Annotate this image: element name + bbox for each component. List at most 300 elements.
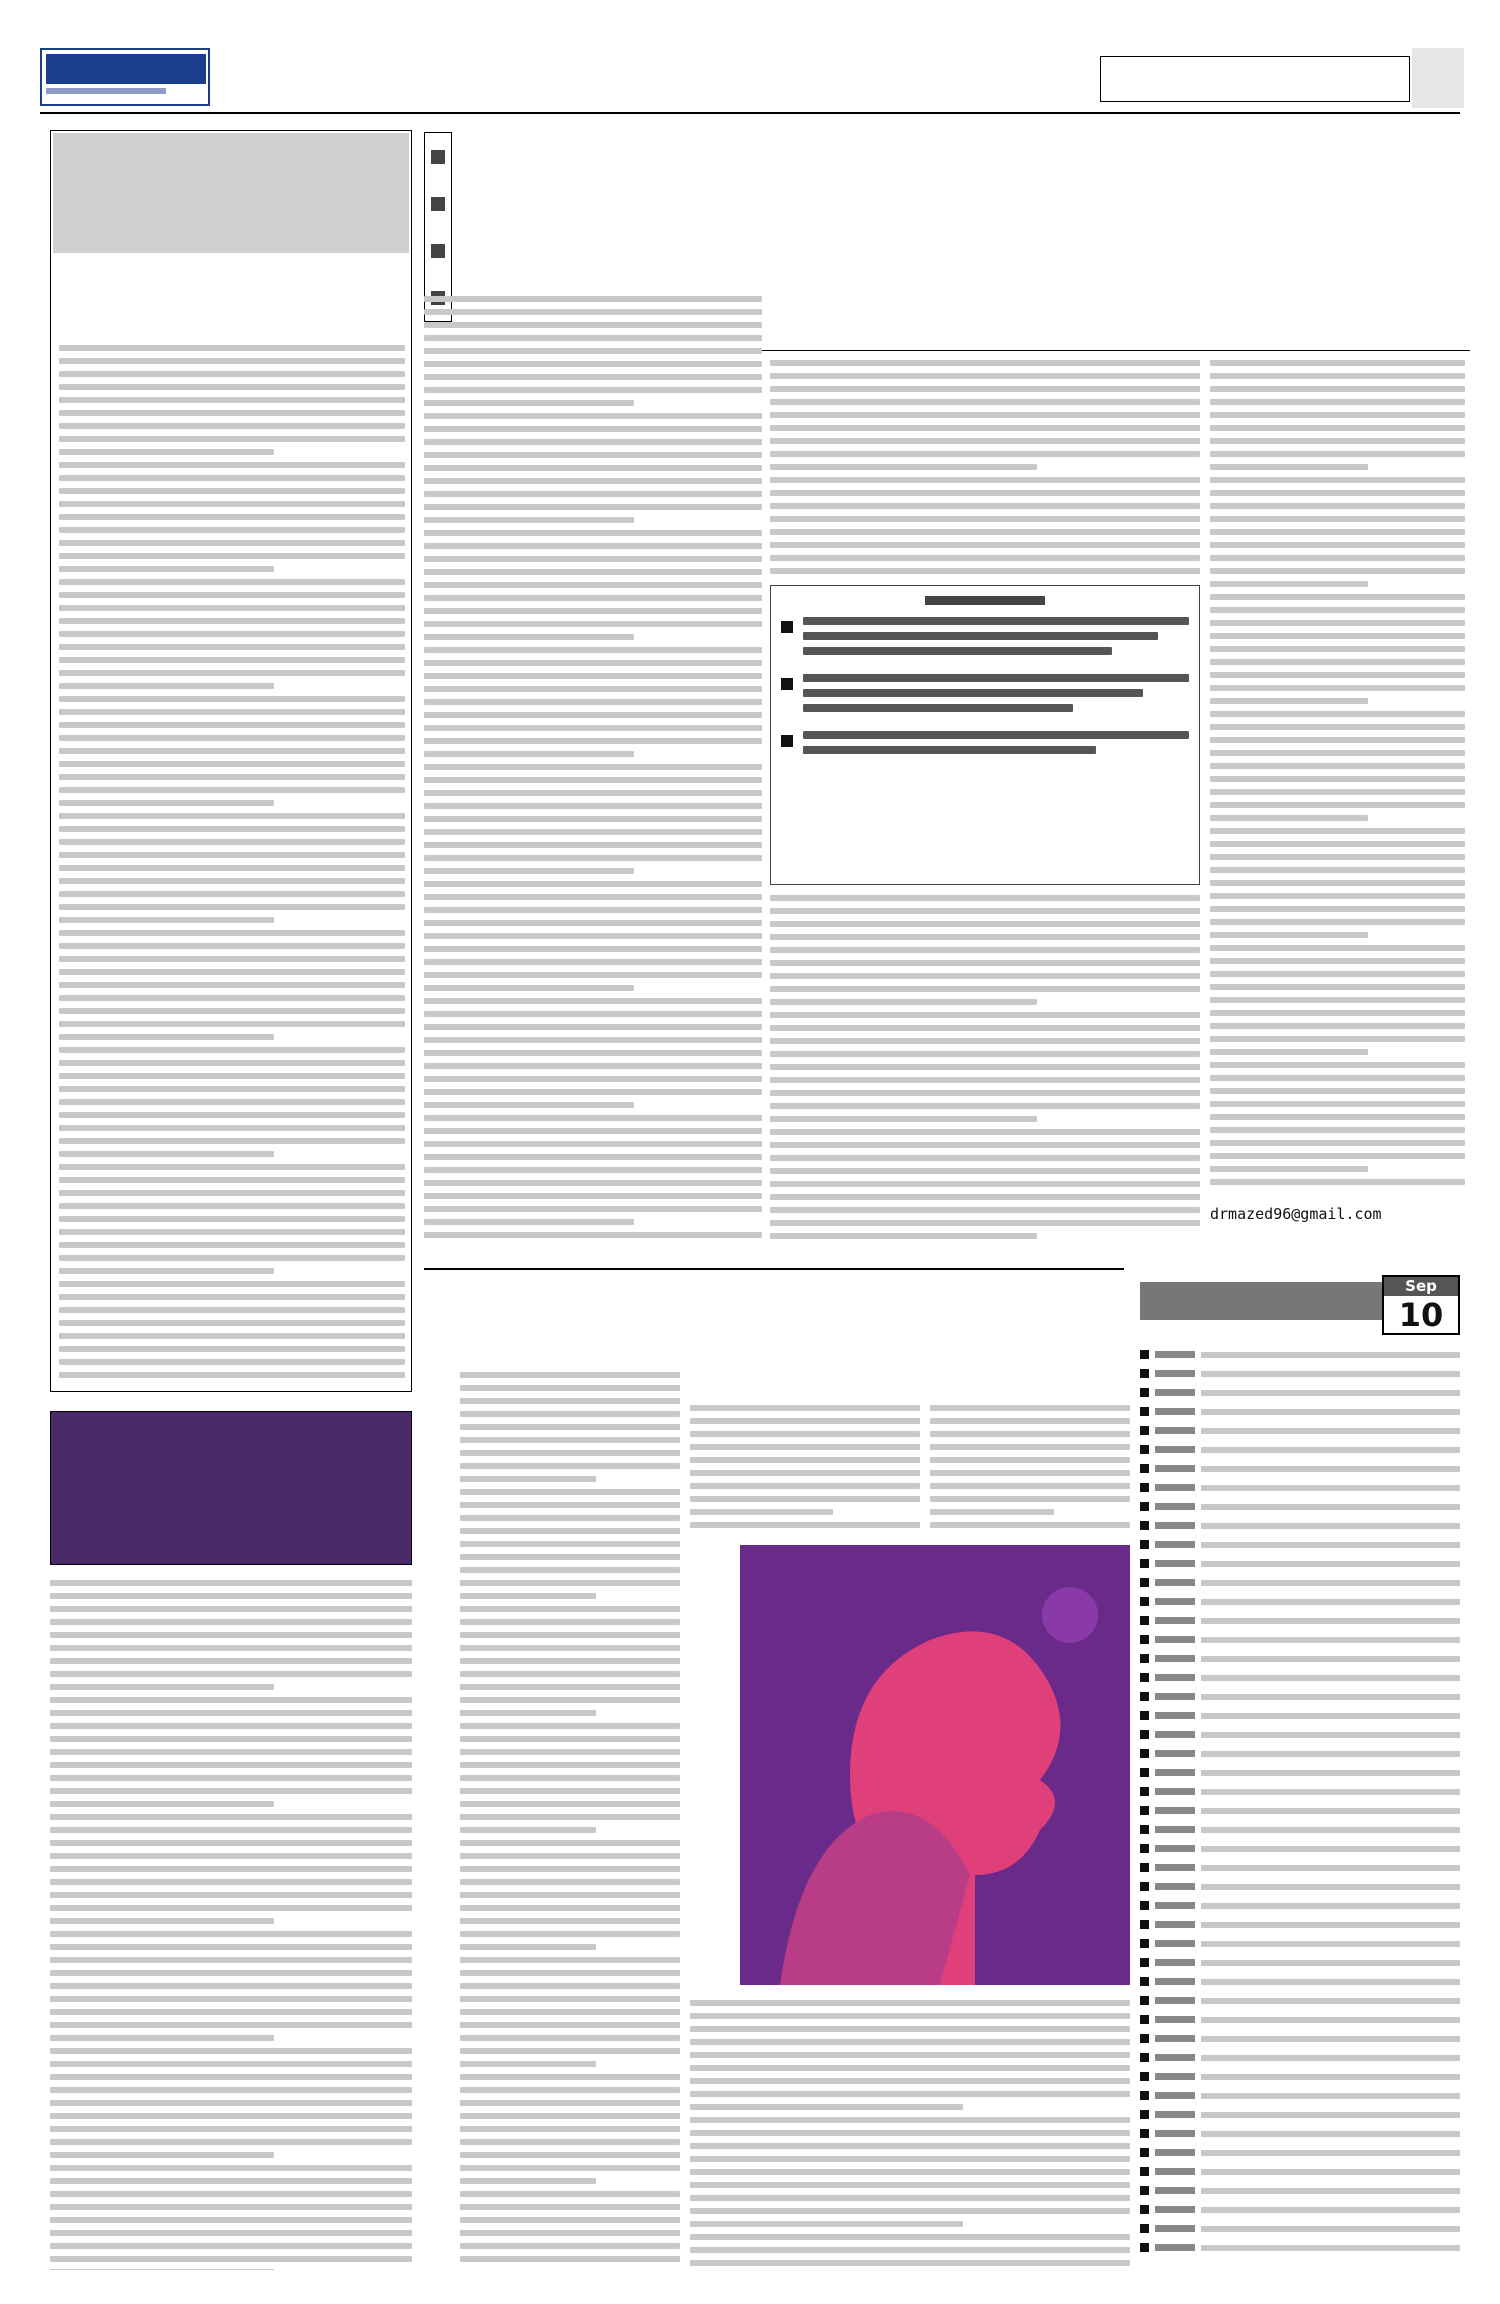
- text-line: [59, 787, 405, 793]
- text-line: [690, 1431, 920, 1437]
- event-year: [1155, 1845, 1195, 1852]
- event-year: [1155, 1446, 1195, 1453]
- event-year: [1155, 1541, 1195, 1548]
- text-line: [424, 504, 762, 510]
- text-line: [59, 1320, 405, 1326]
- text-line: [460, 1645, 680, 1651]
- text-line: [424, 387, 762, 393]
- text-line: [50, 1996, 412, 2002]
- text-line: [59, 592, 405, 598]
- text-line: [770, 490, 1200, 496]
- text-line: [59, 813, 405, 819]
- event-text: [1201, 1428, 1460, 1434]
- text-line: [460, 1671, 680, 1677]
- text-line: [50, 1840, 412, 1846]
- event-year: [1155, 1617, 1195, 1624]
- text-line: [460, 2113, 680, 2119]
- text-line: [50, 1814, 412, 1820]
- event-year: [1155, 1693, 1195, 1700]
- event-text: [1201, 1637, 1460, 1643]
- text-line: [770, 934, 1200, 940]
- bullet-icon: [1140, 2186, 1149, 2195]
- text-line: [460, 1463, 680, 1469]
- bullet-icon: [1140, 1597, 1149, 1606]
- event-row: [1140, 1877, 1460, 1896]
- text-line: [770, 1051, 1200, 1057]
- text-line: [50, 1918, 274, 1924]
- text-line: [690, 1496, 920, 1502]
- text-line: [50, 2269, 274, 2270]
- text-line: [1210, 490, 1465, 496]
- text-line: [424, 894, 762, 900]
- text-line: [460, 1762, 680, 1768]
- text-line: [59, 1021, 405, 1027]
- text-line: [50, 1645, 412, 1651]
- event-row: [1140, 1345, 1460, 1364]
- text-line: [460, 2152, 680, 2158]
- event-row: [1140, 1478, 1460, 1497]
- event-row: [1140, 1649, 1460, 1668]
- text-line: [1210, 945, 1465, 951]
- event-text: [1201, 1523, 1460, 1529]
- section-title: [1100, 56, 1410, 102]
- text-line: [460, 2165, 680, 2171]
- event-row: [1140, 1782, 1460, 1801]
- text-line: [424, 1063, 762, 1069]
- event-text: [1201, 1542, 1460, 1548]
- event-year: [1155, 1674, 1195, 1681]
- bullet-icon: [1140, 1445, 1149, 1454]
- event-text: [1201, 2245, 1460, 2251]
- event-year: [1155, 1579, 1195, 1586]
- text-line: [50, 2204, 412, 2210]
- text-line: [59, 735, 405, 741]
- feature-body-col-2-top: [770, 360, 1200, 575]
- event-row: [1140, 2238, 1460, 2257]
- text-line: [50, 2152, 274, 2158]
- text-line: [460, 1957, 680, 1963]
- bullet-icon: [1140, 1502, 1149, 1511]
- text-line: [59, 423, 405, 429]
- bullet-icon: [1140, 1464, 1149, 1473]
- text-line: [690, 2000, 1130, 2006]
- text-line: [770, 503, 1200, 509]
- bullet-icon: [1140, 2205, 1149, 2214]
- text-line: [424, 309, 762, 315]
- event-year: [1155, 2111, 1195, 2118]
- text-line: [50, 2139, 412, 2145]
- text-line: [1210, 1140, 1465, 1146]
- text-line: [1210, 919, 1465, 925]
- text-line: [460, 1593, 596, 1599]
- event-text: [1201, 1865, 1460, 1871]
- event-year: [1155, 1351, 1195, 1358]
- text-line: [59, 800, 274, 806]
- text-line: [770, 568, 1200, 574]
- bullet-icon: [1140, 2072, 1149, 2081]
- text-line: [460, 1983, 680, 1989]
- text-line: [50, 1853, 412, 1859]
- bullet-icon: [1140, 1483, 1149, 1492]
- text-line: [460, 1502, 680, 1508]
- text-line: [460, 2126, 680, 2132]
- event-year: [1155, 1408, 1195, 1415]
- event-text: [1201, 2188, 1460, 2194]
- text-line: [460, 2243, 680, 2249]
- story2-body-col-4: [690, 2000, 1130, 2270]
- text-line: [460, 1827, 596, 1833]
- text-line: [1210, 412, 1465, 418]
- text-line: [424, 296, 762, 302]
- text-line: [424, 972, 762, 978]
- text-line: [460, 1723, 680, 1729]
- text-line: [59, 501, 405, 507]
- text-line: [50, 2113, 412, 2119]
- text-line: [50, 1762, 412, 1768]
- text-line: [770, 399, 1200, 405]
- text-line: [424, 959, 762, 965]
- text-line: [690, 2143, 1130, 2149]
- text-line: [59, 410, 405, 416]
- text-line: [50, 1970, 412, 1976]
- text-line: [1210, 1114, 1465, 1120]
- text-line: [424, 556, 762, 562]
- editorial-body: [59, 345, 405, 1383]
- horoscope-banner: [50, 1411, 412, 1565]
- text-line: [424, 998, 762, 1004]
- event-year: [1155, 1750, 1195, 1757]
- event-text: [1201, 1846, 1460, 1852]
- text-line: [770, 1181, 1200, 1187]
- text-line: [424, 348, 762, 354]
- text-line: [59, 865, 405, 871]
- story2-body-col-3: [930, 1405, 1130, 1535]
- text-line: [460, 1554, 680, 1560]
- text-line: [690, 1509, 833, 1515]
- text-line: [424, 790, 762, 796]
- date-month: Sep: [1384, 1277, 1458, 1296]
- text-line: [770, 451, 1200, 457]
- text-line: [424, 660, 762, 666]
- text-line: [690, 1405, 920, 1411]
- event-year: [1155, 1788, 1195, 1795]
- text-line: [424, 712, 762, 718]
- bullet-icon: [1140, 2167, 1149, 2176]
- event-row: [1140, 1687, 1460, 1706]
- event-year: [1155, 1921, 1195, 1928]
- text-line: [690, 2169, 1130, 2175]
- text-line: [930, 1483, 1130, 1489]
- event-row: [1140, 2143, 1460, 2162]
- text-line: [59, 345, 405, 351]
- event-text: [1201, 1979, 1460, 1985]
- text-line: [59, 475, 405, 481]
- text-line: [930, 1496, 1130, 1502]
- text-line: [50, 1905, 412, 1911]
- text-line: [1210, 477, 1465, 483]
- event-year: [1155, 1712, 1195, 1719]
- text-line: [770, 908, 1200, 914]
- text-line: [424, 322, 762, 328]
- text-line: [59, 657, 405, 663]
- text-line: [1210, 932, 1368, 938]
- text-line: [424, 530, 762, 536]
- event-row: [1140, 1972, 1460, 1991]
- text-line: [1210, 958, 1465, 964]
- event-text: [1201, 1808, 1460, 1814]
- text-line: [770, 373, 1200, 379]
- text-line: [460, 1541, 680, 1547]
- text-line: [50, 2009, 412, 2015]
- text-line: [59, 1060, 405, 1066]
- text-line: [770, 425, 1200, 431]
- bullet-icon: [1140, 1426, 1149, 1435]
- text-line: [1210, 620, 1465, 626]
- text-line: [59, 553, 405, 559]
- text-line: [50, 2191, 412, 2197]
- text-line: [424, 374, 762, 380]
- text-line: [59, 1268, 274, 1274]
- text-line: [1210, 607, 1465, 613]
- bullet-icon: [1140, 1578, 1149, 1587]
- bullet-icon: [1140, 2110, 1149, 2119]
- text-line: [50, 1788, 412, 1794]
- text-line: [424, 335, 762, 341]
- text-line: [50, 1892, 412, 1898]
- illustration-circle: [1042, 1587, 1098, 1643]
- text-line: [50, 2178, 412, 2184]
- on-this-day-date: [1382, 1275, 1460, 1335]
- text-line: [59, 514, 405, 520]
- text-line: [460, 2087, 680, 2093]
- health-tips-box: [770, 585, 1200, 885]
- event-year: [1155, 1731, 1195, 1738]
- text-line: [770, 555, 1200, 561]
- text-line: [59, 1281, 405, 1287]
- bullet-icon: [1140, 1635, 1149, 1644]
- text-line: [1210, 685, 1465, 691]
- text-line: [690, 1483, 920, 1489]
- text-line: [59, 826, 405, 832]
- bullet-icon: [1140, 1863, 1149, 1872]
- text-line: [1210, 360, 1465, 366]
- text-line: [50, 1658, 412, 1664]
- text-line: [460, 1840, 680, 1846]
- story2-body-col-1: [460, 1372, 680, 2262]
- date-day: 10: [1398, 1296, 1444, 1334]
- event-text: [1201, 1675, 1460, 1681]
- masthead: [40, 48, 1460, 108]
- text-line: [59, 878, 405, 884]
- event-text: [1201, 1789, 1460, 1795]
- text-line: [50, 1632, 412, 1638]
- bullet-icon: [1140, 1711, 1149, 1720]
- text-line: [59, 1190, 405, 1196]
- text-line: [930, 1509, 1054, 1515]
- event-year: [1155, 1864, 1195, 1871]
- text-line: [460, 1697, 680, 1703]
- text-line: [460, 2074, 680, 2080]
- event-row: [1140, 1516, 1460, 1535]
- text-line: [59, 1307, 405, 1313]
- text-line: [50, 1775, 412, 1781]
- text-line: [59, 774, 405, 780]
- text-line: [59, 1333, 405, 1339]
- bullet-icon: [1140, 1939, 1149, 1948]
- text-line: [50, 2035, 274, 2041]
- text-line: [460, 1528, 680, 1534]
- event-text: [1201, 1485, 1460, 1491]
- text-line: [59, 1112, 405, 1118]
- text-line: [770, 1194, 1200, 1200]
- text-line: [1210, 1127, 1465, 1133]
- event-year: [1155, 1389, 1195, 1396]
- text-line: [1210, 386, 1465, 392]
- bullet-icon: [1140, 2015, 1149, 2024]
- text-line: [690, 2221, 963, 2227]
- event-row: [1140, 2086, 1460, 2105]
- event-text: [1201, 2017, 1460, 2023]
- text-line: [50, 1580, 412, 1586]
- event-year: [1155, 2130, 1195, 2137]
- text-line: [424, 647, 762, 653]
- text-line: [1210, 841, 1465, 847]
- text-line: [1210, 698, 1368, 704]
- bullet-icon: [1140, 1996, 1149, 2005]
- text-line: [50, 1957, 412, 1963]
- event-year: [1155, 1503, 1195, 1510]
- text-line: [424, 595, 762, 601]
- text-line: [460, 1489, 680, 1495]
- text-line: [424, 543, 762, 549]
- text-line: [50, 1606, 412, 1612]
- event-text: [1201, 1998, 1460, 2004]
- event-text: [1201, 2112, 1460, 2118]
- text-line: [1210, 464, 1368, 470]
- event-text: [1201, 2207, 1460, 2213]
- text-line: [460, 1931, 680, 1937]
- bullet-icon: [1140, 1882, 1149, 1891]
- text-line: [59, 397, 405, 403]
- text-line: [460, 1684, 680, 1690]
- event-row: [1140, 1839, 1460, 1858]
- event-row: [1140, 1801, 1460, 1820]
- text-line: [59, 904, 405, 910]
- text-line: [770, 999, 1037, 1005]
- callout-item: [781, 674, 1189, 719]
- text-line: [1210, 1179, 1465, 1185]
- text-line: [770, 1116, 1037, 1122]
- event-year: [1155, 2206, 1195, 2213]
- bullet-icon: [1140, 1407, 1149, 1416]
- text-line: [1210, 724, 1465, 730]
- text-line: [460, 2230, 680, 2236]
- text-line: [770, 1233, 1037, 1239]
- text-line: [1210, 503, 1465, 509]
- text-line: [1210, 815, 1368, 821]
- event-row: [1140, 1611, 1460, 1630]
- event-row: [1140, 1535, 1460, 1554]
- text-line: [424, 478, 762, 484]
- text-line: [460, 2048, 680, 2054]
- text-line: [50, 2061, 412, 2067]
- text-line: [930, 1405, 1130, 1411]
- text-line: [59, 969, 405, 975]
- text-line: [50, 1619, 412, 1625]
- text-line: [930, 1431, 1130, 1437]
- text-line: [460, 1918, 680, 1924]
- text-line: [1210, 659, 1465, 665]
- text-line: [1210, 633, 1465, 639]
- event-year: [1155, 2035, 1195, 2042]
- text-line: [59, 566, 274, 572]
- text-line: [770, 1077, 1200, 1083]
- text-line: [690, 1522, 920, 1528]
- text-line: [770, 973, 1200, 979]
- event-row: [1140, 1725, 1460, 1744]
- text-line: [424, 1050, 762, 1056]
- text-line: [59, 1229, 405, 1235]
- author-email: drmazed96@gmail.com: [1210, 1205, 1382, 1223]
- text-line: [424, 569, 762, 575]
- text-line: [770, 986, 1200, 992]
- text-line: [770, 1220, 1200, 1226]
- event-year: [1155, 1769, 1195, 1776]
- text-line: [460, 2139, 680, 2145]
- text-line: [460, 1736, 680, 1742]
- text-line: [460, 1944, 596, 1950]
- text-line: [770, 412, 1200, 418]
- event-year: [1155, 1465, 1195, 1472]
- event-year: [1155, 2149, 1195, 2156]
- event-text: [1201, 1580, 1460, 1586]
- bullet-icon: [1140, 1920, 1149, 1929]
- event-row: [1140, 2105, 1460, 2124]
- event-row: [1140, 1383, 1460, 1402]
- text-line: [1210, 581, 1368, 587]
- event-row: [1140, 1820, 1460, 1839]
- text-line: [424, 426, 762, 432]
- text-line: [690, 2026, 1130, 2032]
- text-line: [1210, 1088, 1465, 1094]
- event-row: [1140, 1592, 1460, 1611]
- text-line: [424, 621, 762, 627]
- text-line: [1210, 399, 1465, 405]
- text-line: [59, 683, 274, 689]
- text-line: [1210, 828, 1465, 834]
- text-line: [770, 1155, 1200, 1161]
- text-line: [424, 803, 762, 809]
- text-line: [59, 1203, 405, 1209]
- event-text: [1201, 2169, 1460, 2175]
- event-text: [1201, 1409, 1460, 1415]
- page-number: [1412, 48, 1464, 108]
- section-rule: [424, 1268, 1124, 1270]
- event-text: [1201, 2093, 1460, 2099]
- text-line: [424, 1141, 762, 1147]
- text-line: [460, 1853, 680, 1859]
- text-line: [50, 1866, 412, 1872]
- text-line: [59, 1242, 405, 1248]
- bullet-icon: [1140, 2224, 1149, 2233]
- text-line: [424, 699, 762, 705]
- text-line: [424, 985, 634, 991]
- text-line: [59, 579, 405, 585]
- text-line: [59, 527, 405, 533]
- event-year: [1155, 1522, 1195, 1529]
- text-line: [690, 2104, 963, 2110]
- text-line: [770, 477, 1200, 483]
